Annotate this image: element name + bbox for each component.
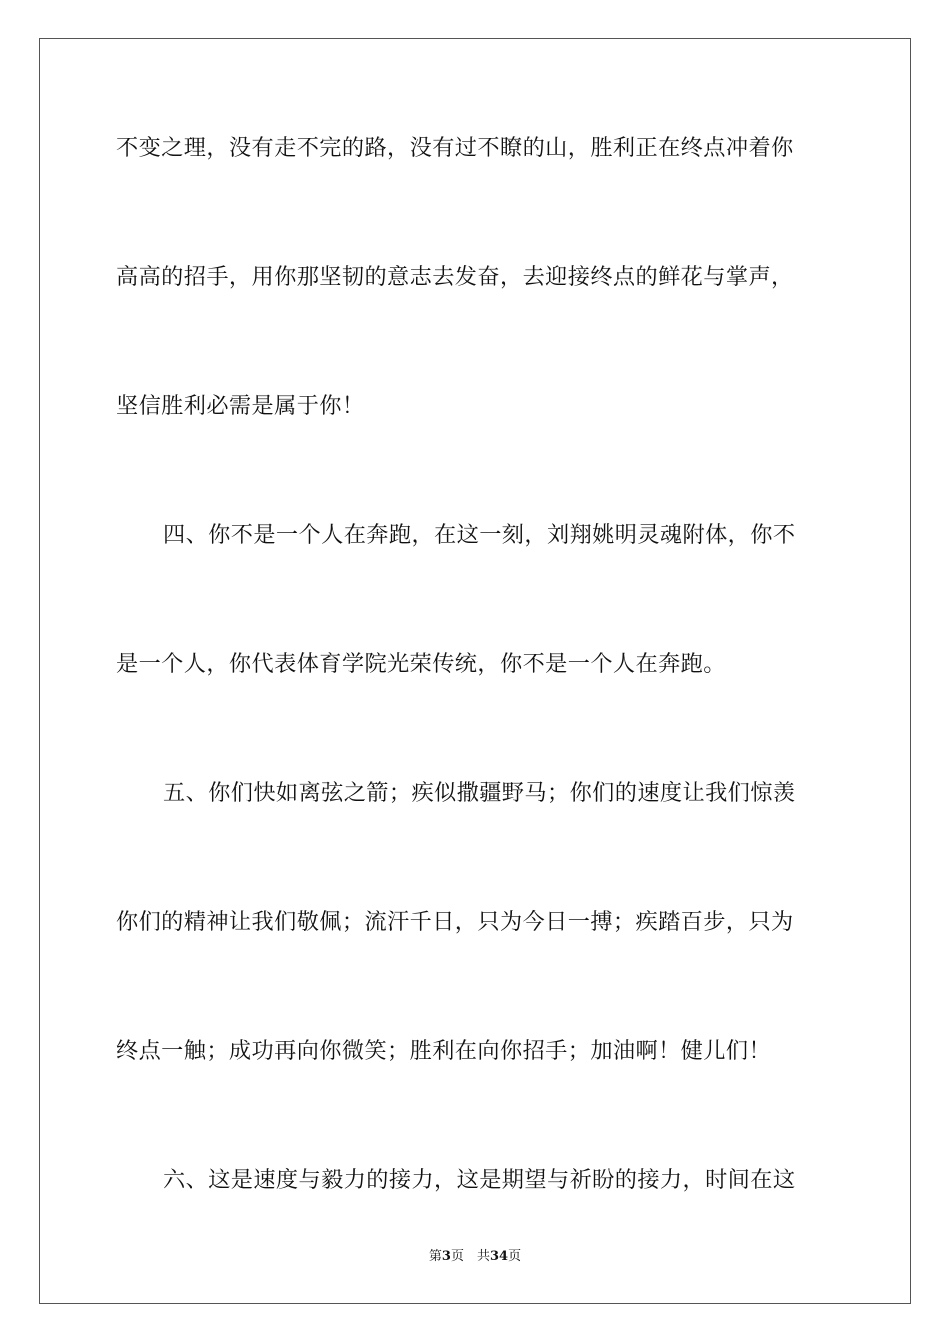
text-line: 是一个人，你代表体育学院光荣传统，你不是一个人在奔跑。 [116,651,726,677]
total-page-count: 34 [489,1249,509,1264]
page-footer [0,1249,950,1265]
paragraph-start-line: 四、你不是一个人在奔跑，在这一刻，刘翔姚明灵魂附体，你不 [163,522,796,548]
footer-suffix: 页 [508,1249,522,1264]
document-body [116,130,832,1198]
paragraph-start-line: 六、这是速度与毅力的接力，这是期望与祈盼的接力，时间在这 [163,1167,796,1193]
current-page-number: 3 [441,1249,451,1264]
text-line: 终点一触；成功再向你微笑；胜利在向你招手；加油啊！健儿们！ [116,1038,772,1064]
paragraph-start-line: 五、你们快如离弦之箭；疾似撒疆野马；你们的速度让我们惊羡 [163,780,796,806]
text-line: 不变之理，没有走不完的路，没有过不瞭的山，胜利正在终点冲着你 [116,135,794,161]
footer-middle: 页 共 [450,1249,490,1264]
text-line: 坚信胜利必需是属于你！ [116,393,365,419]
text-line: 你们的精神让我们敬佩；流汗千日，只为今日一搏；疾踏百步，只为 [116,909,794,935]
text-line: 高高的招手，用你那坚韧的意志去发奋，去迎接终点的鲜花与掌声， [116,264,794,290]
footer-prefix: 第 [428,1249,442,1264]
